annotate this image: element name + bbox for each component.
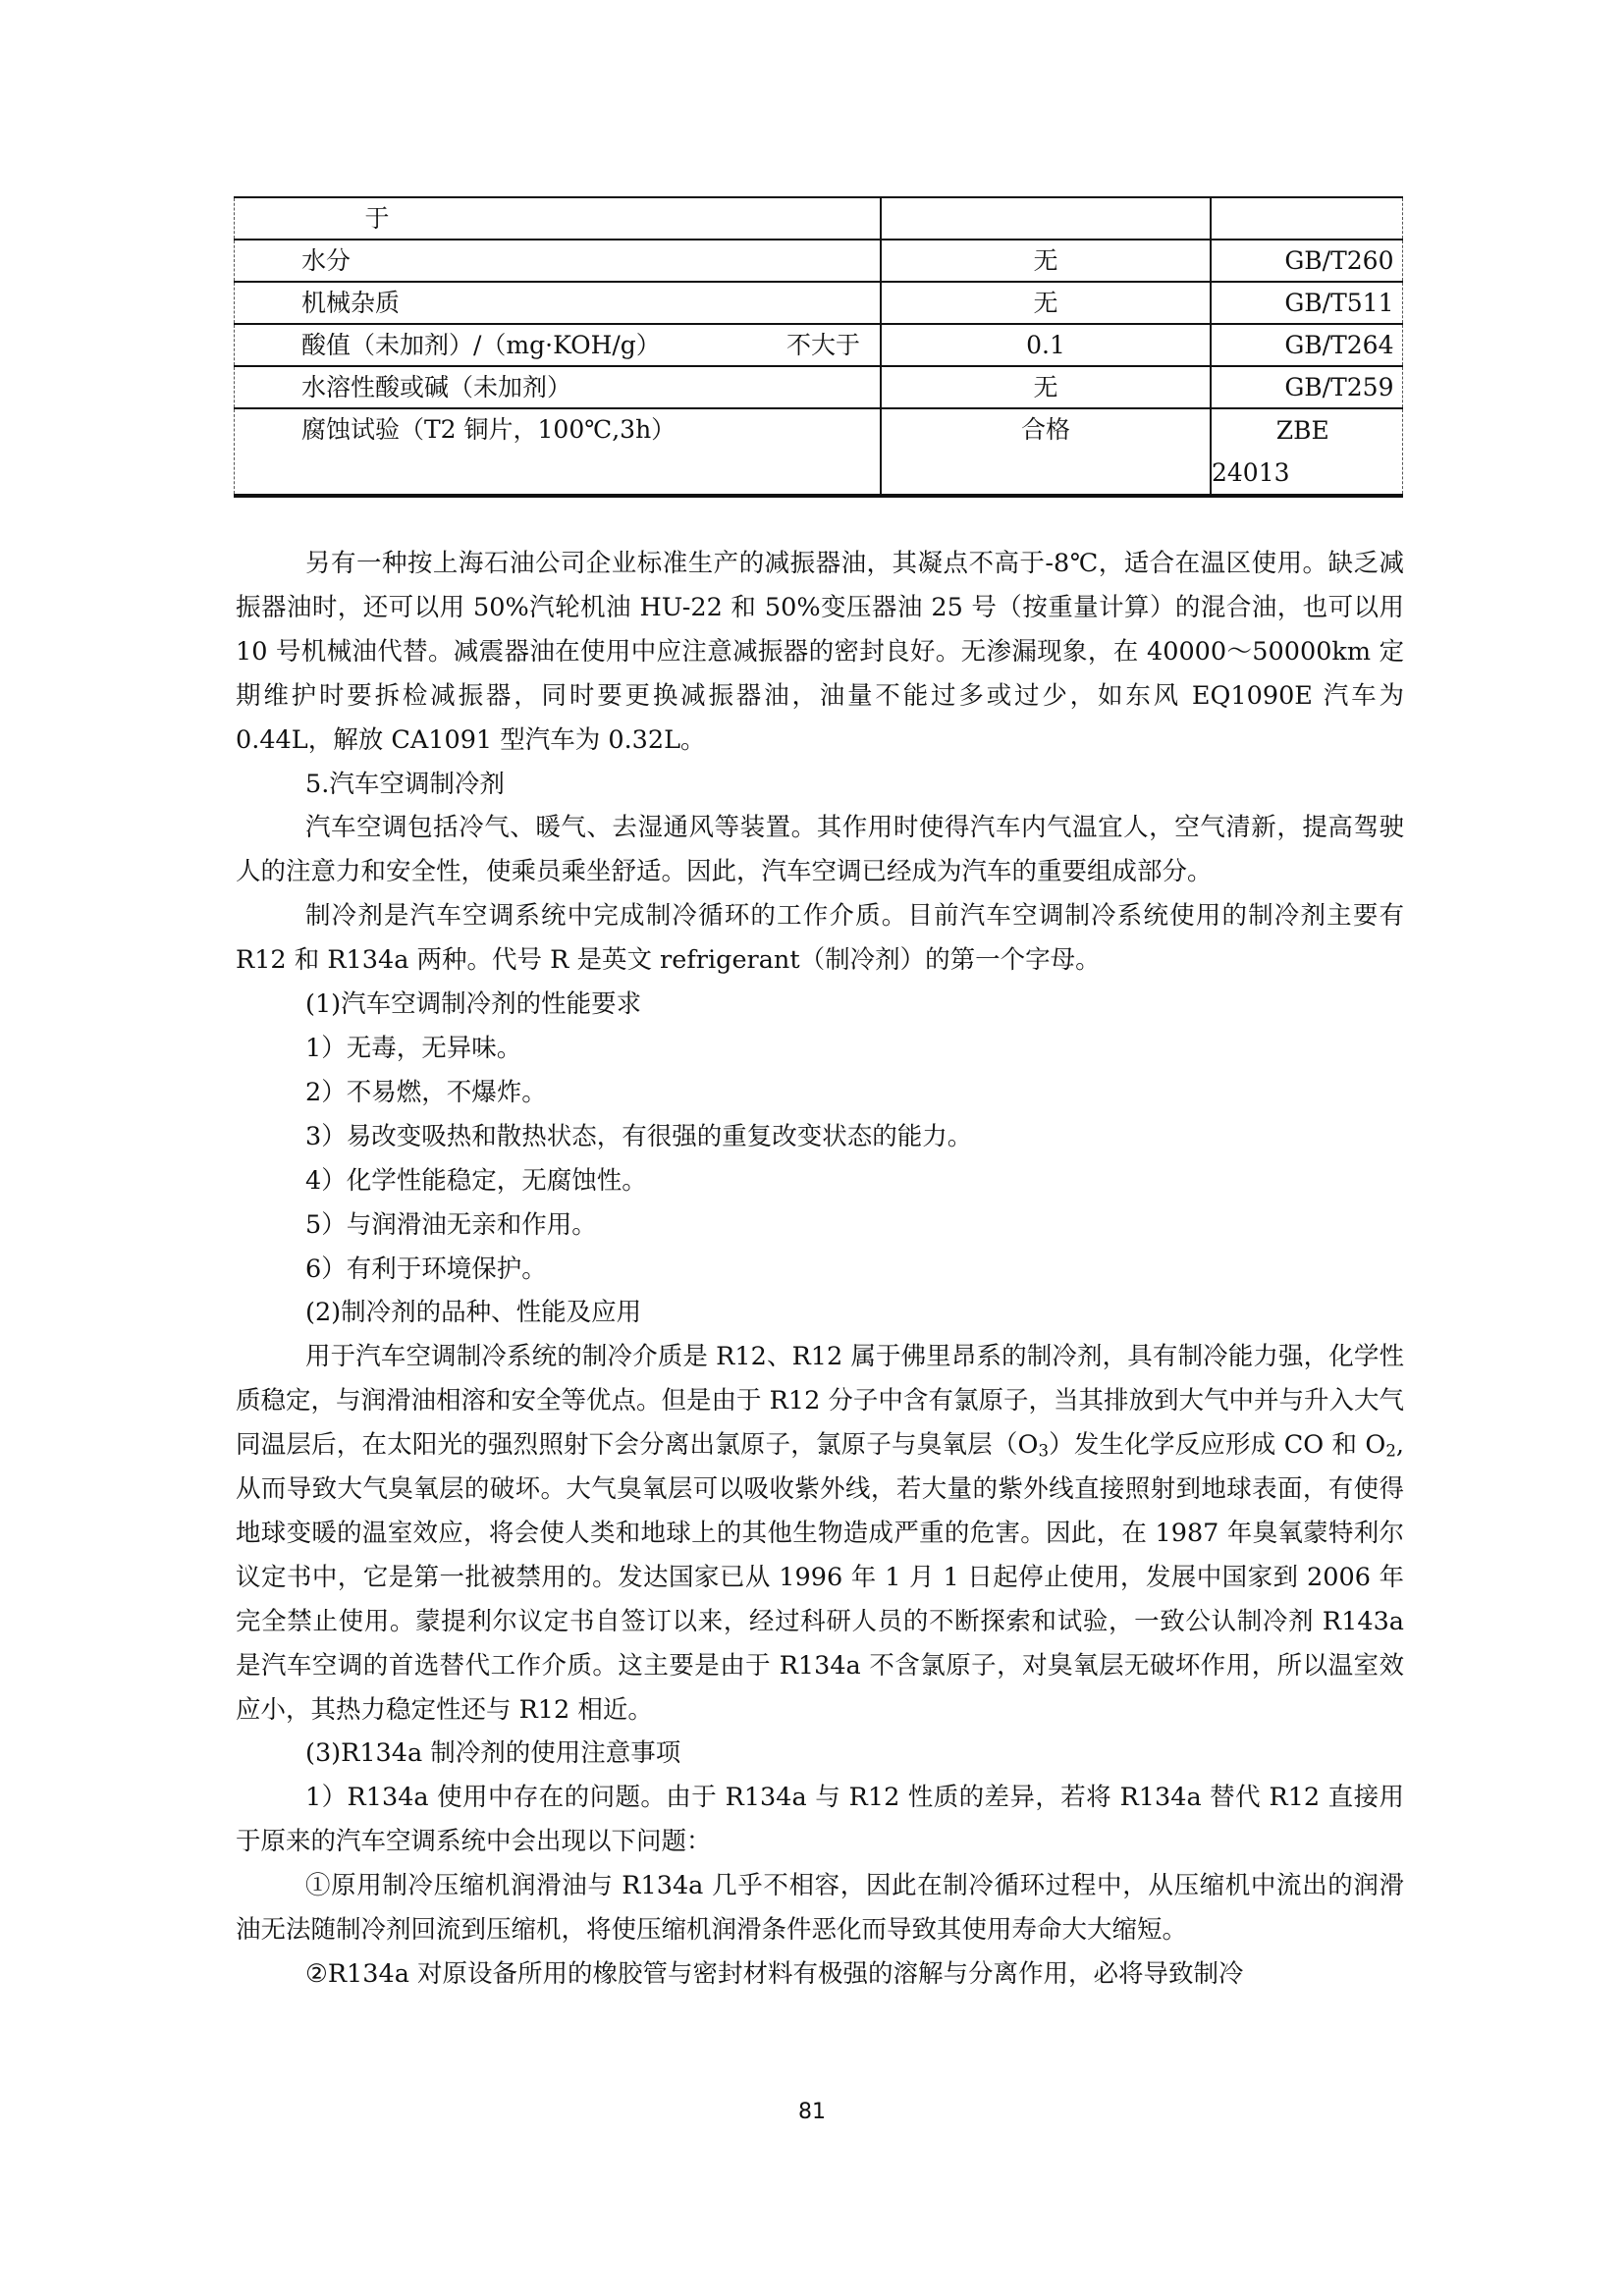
requirement-item: 4）化学性能稳定，无腐蚀性。 [305, 1165, 647, 1196]
subheading-requirements: (1)汽车空调制冷剂的性能要求 [305, 989, 642, 1020]
table-cell-item [235, 240, 882, 282]
text-run: ,从而导致大气臭氧层的破坏。大气臭氧层可以吸收紫外线，若大量的紫外线直接照射到地球表面，有使得地球变暖的温室效应，将会使人类和地球上的其他生物造成严重的危害。因此，在 1987 年臭氧蒙特利尔议定书中，它是第一批被禁用的。发达国家已从 1996 年 1 月 1 日起停止使用，发展中国家到 2006 年完全禁止使用。蒙提利尔议定书自签订以来，经过科研人员的不断探索和试验，一致公认制冷剂 R143a 是汽车空调的首选替代工作介质。这主要是由于 R134a 不含氯原子，对臭氧层无破坏作用，所以温室效应小，其热力稳定性还与 R12 相近。 [236, 1430, 1404, 1725]
text-run: 用于汽车空调制冷系统的制冷介质是 R12、R12 属于佛里昂系的制冷剂，具有制冷能力强，化学性质稳定，与润滑油相溶和安全等优点。但是由于 R12 分子中含有氯原子，当其排放到大气中并与升入大气同温层后，在太阳光的强烈照射下会分离出氯原子，氯原子与臭氧层（O [236, 1342, 1404, 1461]
table-cell-method [1211, 197, 1402, 240]
item-label: 于 [364, 204, 390, 233]
requirement-item: 5）与润滑油无亲和作用。 [305, 1209, 597, 1240]
method-line-1: ZBE [1275, 416, 1329, 445]
method-line-2: 24013 [1212, 458, 1290, 487]
paragraph-shock-absorber-oil: 另有一种按上海石油公司企业标准生产的减振器油，其凝点不高于-8℃，适合在温区使用。缺乏减振器油时，还可以用 50%汽轮机油 HU-22 和 50%变压器油 25 号（按重量计算）的混合油，也可以用 10 号机械油代替。减震器油在使用中应注意减振器的密封良好。无渗漏现象，在 40000～50000km 定期维护时要拆检减振器，同时要更换减振器油，油量不能过多或过少，如东风 EQ1090E 汽车为 0.44L，解放 CA1091 型汽车为 0.32L。 [236, 549, 1404, 755]
requirement-item: 1）无毒，无异味。 [305, 1033, 522, 1063]
paragraph-problem-1: ①原用制冷压缩机润滑油与 R134a 几乎不相容，因此在制冷循环过程中，从压缩机中流出的润滑油无法随制冷剂回流到压缩机，将使压缩机润滑条件恶化而导致其使用寿命大大缩短。 [236, 1871, 1404, 1946]
table-cell-method: GB/T260 [1211, 240, 1402, 282]
table-row [235, 408, 1403, 496]
table-cell-value: 无 [881, 366, 1211, 408]
table-cell-method: GB/T259 [1211, 366, 1402, 408]
table-row [235, 197, 1403, 240]
paragraph-problem-2: ②R134a 对原设备所用的橡胶管与密封材料有极强的溶解与分离作用，必将导致制冷 [305, 1959, 1244, 1989]
table-cell-value: 合格 [881, 408, 1211, 496]
subheading-notes: (3)R134a 制冷剂的使用注意事项 [305, 1738, 681, 1769]
subheading-types: (2)制冷剂的品种、性能及应用 [305, 1298, 642, 1328]
paragraph-refrigerant-intro: 制冷剂是汽车空调系统中完成制冷循环的工作介质。目前汽车空调制冷系统使用的制冷剂主要有 R12 和 R134a 两种。代号 R 是英文 refrigerant（制冷剂）的第一个字母。 [236, 901, 1404, 976]
table-cell-item [235, 366, 882, 408]
table-cell-method: GB/T264 [1211, 324, 1402, 366]
condition-label: 不大于 [785, 331, 860, 359]
item-label: 机械杂质 [301, 289, 401, 317]
item-label: 腐蚀试验（T2 铜片，100℃,3h） [301, 415, 677, 444]
table-cell-item [235, 282, 882, 324]
paragraph-r12-history [236, 1335, 1404, 1732]
subscript: 2 [1385, 1441, 1396, 1461]
section-heading-refrigerant: 5.汽车空调制冷剂 [305, 769, 505, 799]
paragraph-r134a-problems: 1）R134a 使用中存在的问题。由于 R134a 与 R12 性质的差异，若将 R134a 替代 R12 直接用于原来的汽车空调系统中会出现以下问题： [236, 1783, 1404, 1857]
table-cell-item [235, 408, 882, 496]
body-text [236, 542, 1404, 1997]
paragraph-car-ac: 汽车空调包括冷气、暖气、去湿通风等装置。其作用时使得汽车内气温宜人，空气清新，提高驾驶人的注意力和安全性，使乘员乘坐舒适。因此，汽车空调已经成为汽车的重要组成部分。 [236, 813, 1404, 887]
item-label: 酸值（未加剂）/（mg·KOH/g） [301, 331, 661, 359]
table-cell-value: 无 [881, 240, 1211, 282]
table-row [235, 324, 1403, 366]
table-cell-item [235, 197, 882, 240]
subscript: 3 [1038, 1441, 1049, 1461]
text-run: ）发生化学反应形成 CO 和 O [1048, 1430, 1386, 1461]
page-number: 81 [798, 2100, 826, 2124]
requirement-item: 6）有利于环境保护。 [305, 1254, 547, 1284]
table-row [235, 282, 1403, 324]
table-cell-value: 0.1 [881, 324, 1211, 366]
table-cell-method [1211, 408, 1402, 496]
table-cell-method: GB/T511 [1211, 282, 1402, 324]
requirement-item: 2）不易燃，不爆炸。 [305, 1077, 547, 1107]
table-row [235, 240, 1403, 282]
spec-table [234, 196, 1403, 498]
table-cell-value: 无 [881, 282, 1211, 324]
table-row [235, 366, 1403, 408]
item-label: 水溶性酸或碱（未加剂） [301, 373, 572, 401]
table-cell-item [235, 324, 882, 366]
table-cell-value [881, 197, 1211, 240]
item-label: 水分 [301, 246, 352, 275]
requirement-item: 3）易改变吸热和散热状态，有很强的重复改变状态的能力。 [305, 1121, 973, 1151]
